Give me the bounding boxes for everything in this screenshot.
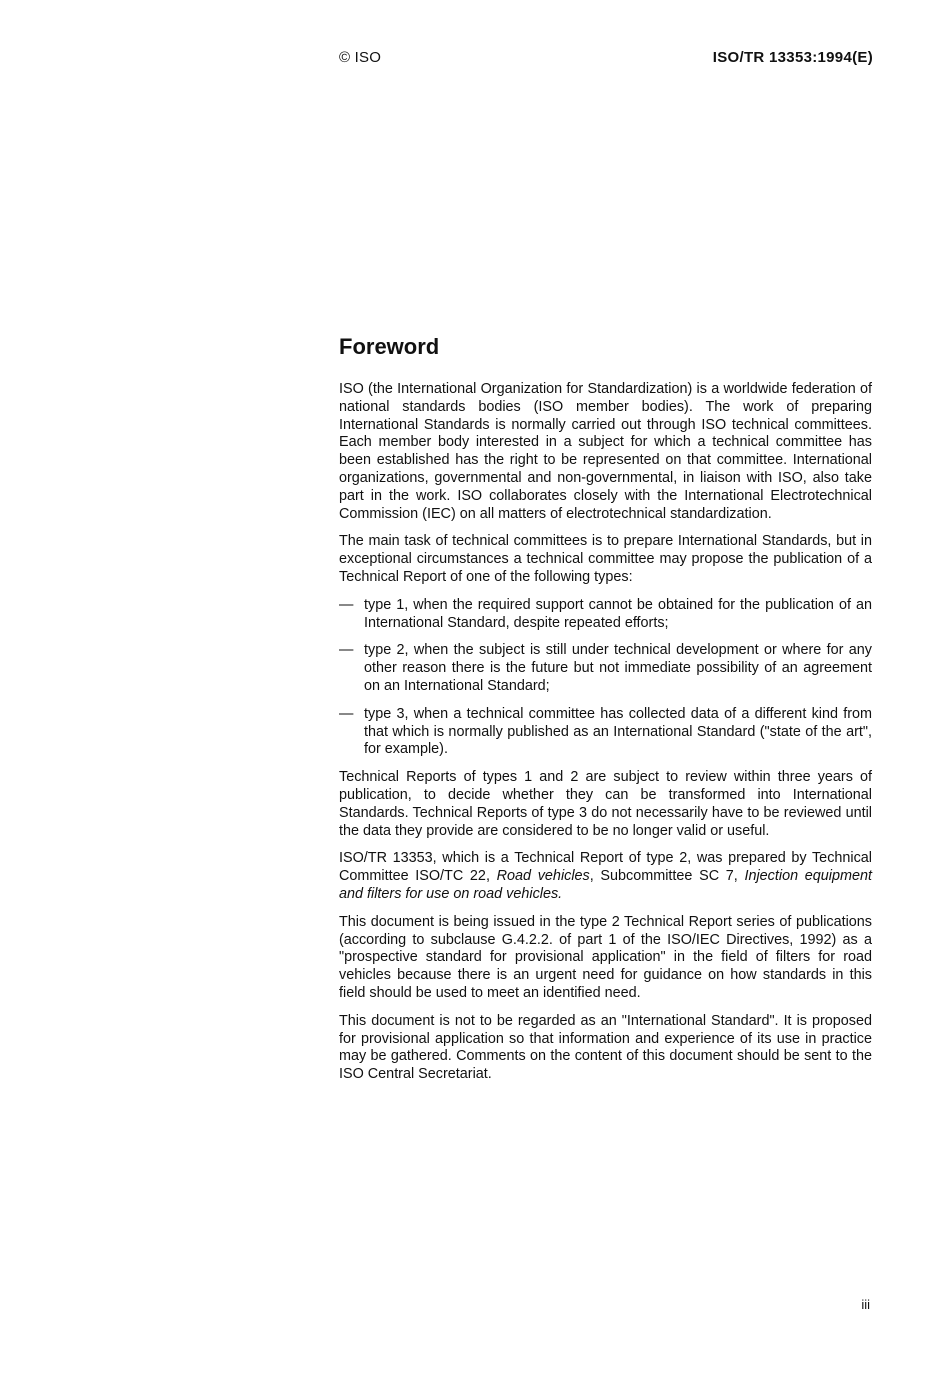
list-item-text: type 1, when the required support cannot be obtained for the publication of an International Standard, despite repeated efforts; bbox=[364, 596, 872, 631]
subcommittee-title: Injection equipment and filters for use on road vehicles. bbox=[339, 868, 872, 902]
page-number: iii bbox=[861, 1297, 870, 1312]
list-item-type-1 bbox=[339, 597, 872, 633]
page-title: Foreword bbox=[339, 334, 440, 359]
list-dash: — bbox=[339, 705, 354, 722]
header-document-id: ISO/TR 13353:1994(E) bbox=[712, 49, 873, 66]
committee-title: Road vehicles bbox=[496, 868, 590, 885]
list-dash: — bbox=[339, 642, 354, 659]
paragraph-main-task: The main task of technical committees is to prepare International Standards, but in exceptional circumstances a technical committee may propose the publication of a Technical Report of one of the following types: bbox=[339, 533, 872, 585]
foreword-body bbox=[339, 381, 872, 1094]
header-copyright: © ISO bbox=[339, 49, 382, 66]
list-item-type-2 bbox=[339, 642, 872, 695]
list-dash: — bbox=[339, 596, 354, 613]
paragraph-iso-intro: ISO (the International Organization for Standardization) is a worldwide federation of national standards bodies (ISO member bodies). The work of preparing International Standards is normally carried out through ISO technical committees. Each member body interested in a subject for which a technical committee has been established has the right to be represented on that committee. International organizations, governmental and non-governmental, in liaison with ISO, also take part in the work. ISO collaborates closely with the International Electrotechnical Commission (IEC) on all matters of electrotechnical standardization. bbox=[339, 381, 872, 522]
list-item-text: type 2, when the subject is still under technical development or where for any other reason there is the future but not immediate possibility of an agreement on an International Standard; bbox=[364, 642, 872, 694]
paragraph-prepared-by bbox=[339, 850, 872, 903]
paragraph-not-standard: This document is not to be regarded as an "International Standard". It is proposed for provisional application so that information and experience of its use in practice may be gathered. Comments on the content of this document should be sent to the ISO Central Secretariat. bbox=[339, 1012, 872, 1083]
paragraph-issued: This document is being issued in the type 2 Technical Report series of publications (according to subclause G.4.2.2. of part 1 of the ISO/IEC Directives, 1992) as a "prospective standard for provisional application" in the field of filters for road vehicles because there is an urgent need for guidance on how standards in this field should be used to meet an identified need. bbox=[339, 913, 872, 1001]
subcommittee-text: , Subcommittee SC 7, bbox=[589, 868, 745, 885]
list-item-text: type 3, when a technical committee has collected data of a different kind from that which is normally published as an International Standard ("state of the art", for example). bbox=[364, 705, 872, 758]
list-item-type-3 bbox=[339, 706, 872, 759]
prepared-by-text: ISO/TR 13353, which is a Technical Report of type 2, was prepared by Technical Committee ISO/TC 22, bbox=[339, 850, 872, 885]
paragraph-review: Technical Reports of types 1 and 2 are subject to review within three years of publication, to decide whether they can be transformed into International Standards. Technical Reports of type 3 do not necessarily have to be reviewed until the data they provide are considered to be no longer valid or useful. bbox=[339, 769, 872, 839]
